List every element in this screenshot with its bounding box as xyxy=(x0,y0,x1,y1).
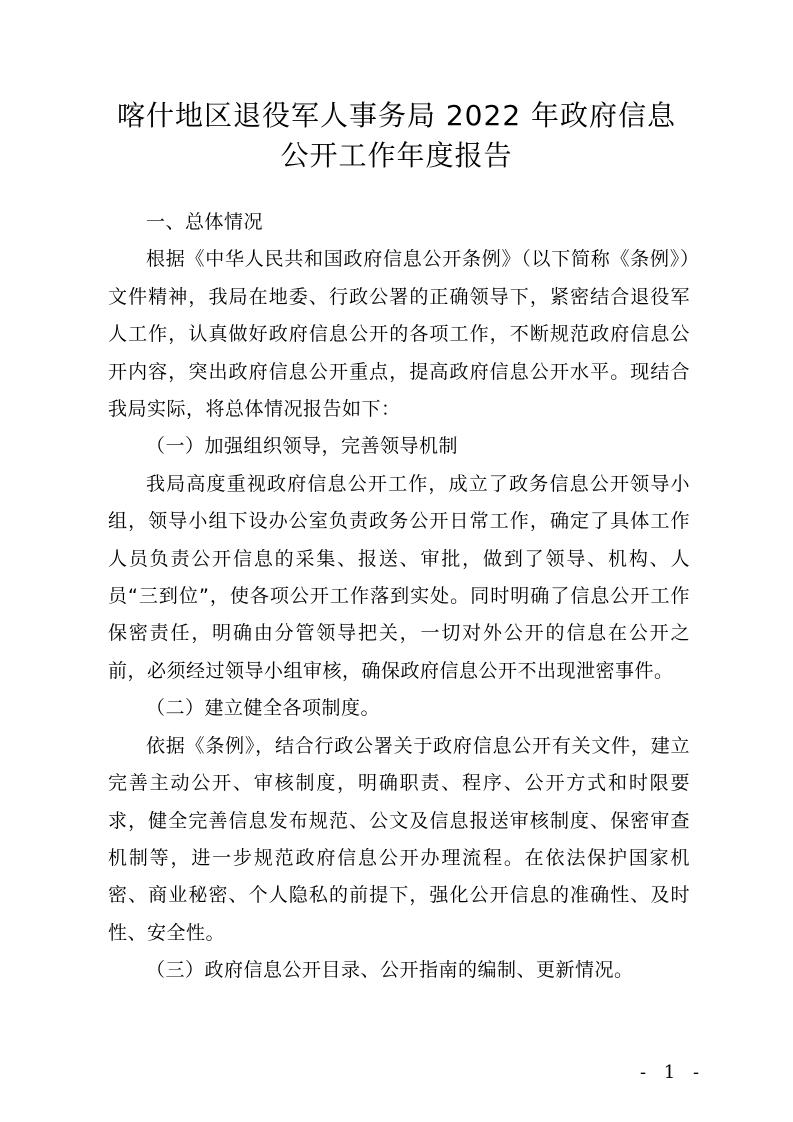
document-title-line-2: 公开工作年度报告 xyxy=(280,139,513,172)
paragraph-systems: 依据《条例》，结合行政公署关于政府信息公开有关文件，建立完善主动公开、审核制度，明确职责、程序、公开方式和时限要求，健全完善信息发布规范、公文及信息报送审核制度、保密审查机制等，进一步规范政府信息公开办理流程。在依法保护国家机密、商业秘密、个人隐私的前提下，强化公开信息的准确性、及时性、安全性。 xyxy=(108,734,690,944)
section-heading-overview: 一、总体情况 xyxy=(146,211,264,233)
document-body xyxy=(108,204,690,990)
subsection-heading-2: （二）建立健全各项制度。 xyxy=(146,697,381,720)
subsection-heading-1: （一）加强组织领导，完善领导机制 xyxy=(146,435,459,458)
paragraph-intro: 根据《中华人民共和国政府信息公开条例》（以下简称《条例》）文件精神，我局在地委、行政公署的正确领导下，紧密结合退役军人工作，认真做好政府信息公开的各项工作，不断规范政府信息公开内容，突出政府信息公开重点，提高政府信息公开水平。现结合我局实际，将总体情况报告如下： xyxy=(108,248,690,421)
subsection-heading-3: （三）政府信息公开目录、公开指南的编制、更新情况。 xyxy=(146,959,634,982)
page-number: - 1 - xyxy=(640,1062,706,1083)
document-title-line-1: 喀什地区退役军人事务局 2022 年政府信息 xyxy=(116,99,677,132)
paragraph-organization: 我局高度重视政府信息公开工作，成立了政务信息公开领导小组，领导小组下设办公室负责政务公开日常工作，确定了具体工作人员负责公开信息的采集、报送、审批，做到了领导、机构、人员“三到位”，使各项公开工作落到实处。同时明确了信息公开工作保密责任，明确由分管领导把关，一切对外公开的信息在公开之前，必须经过领导小组审核，确保政府信息公开不出现泄密事件。 xyxy=(108,472,690,682)
